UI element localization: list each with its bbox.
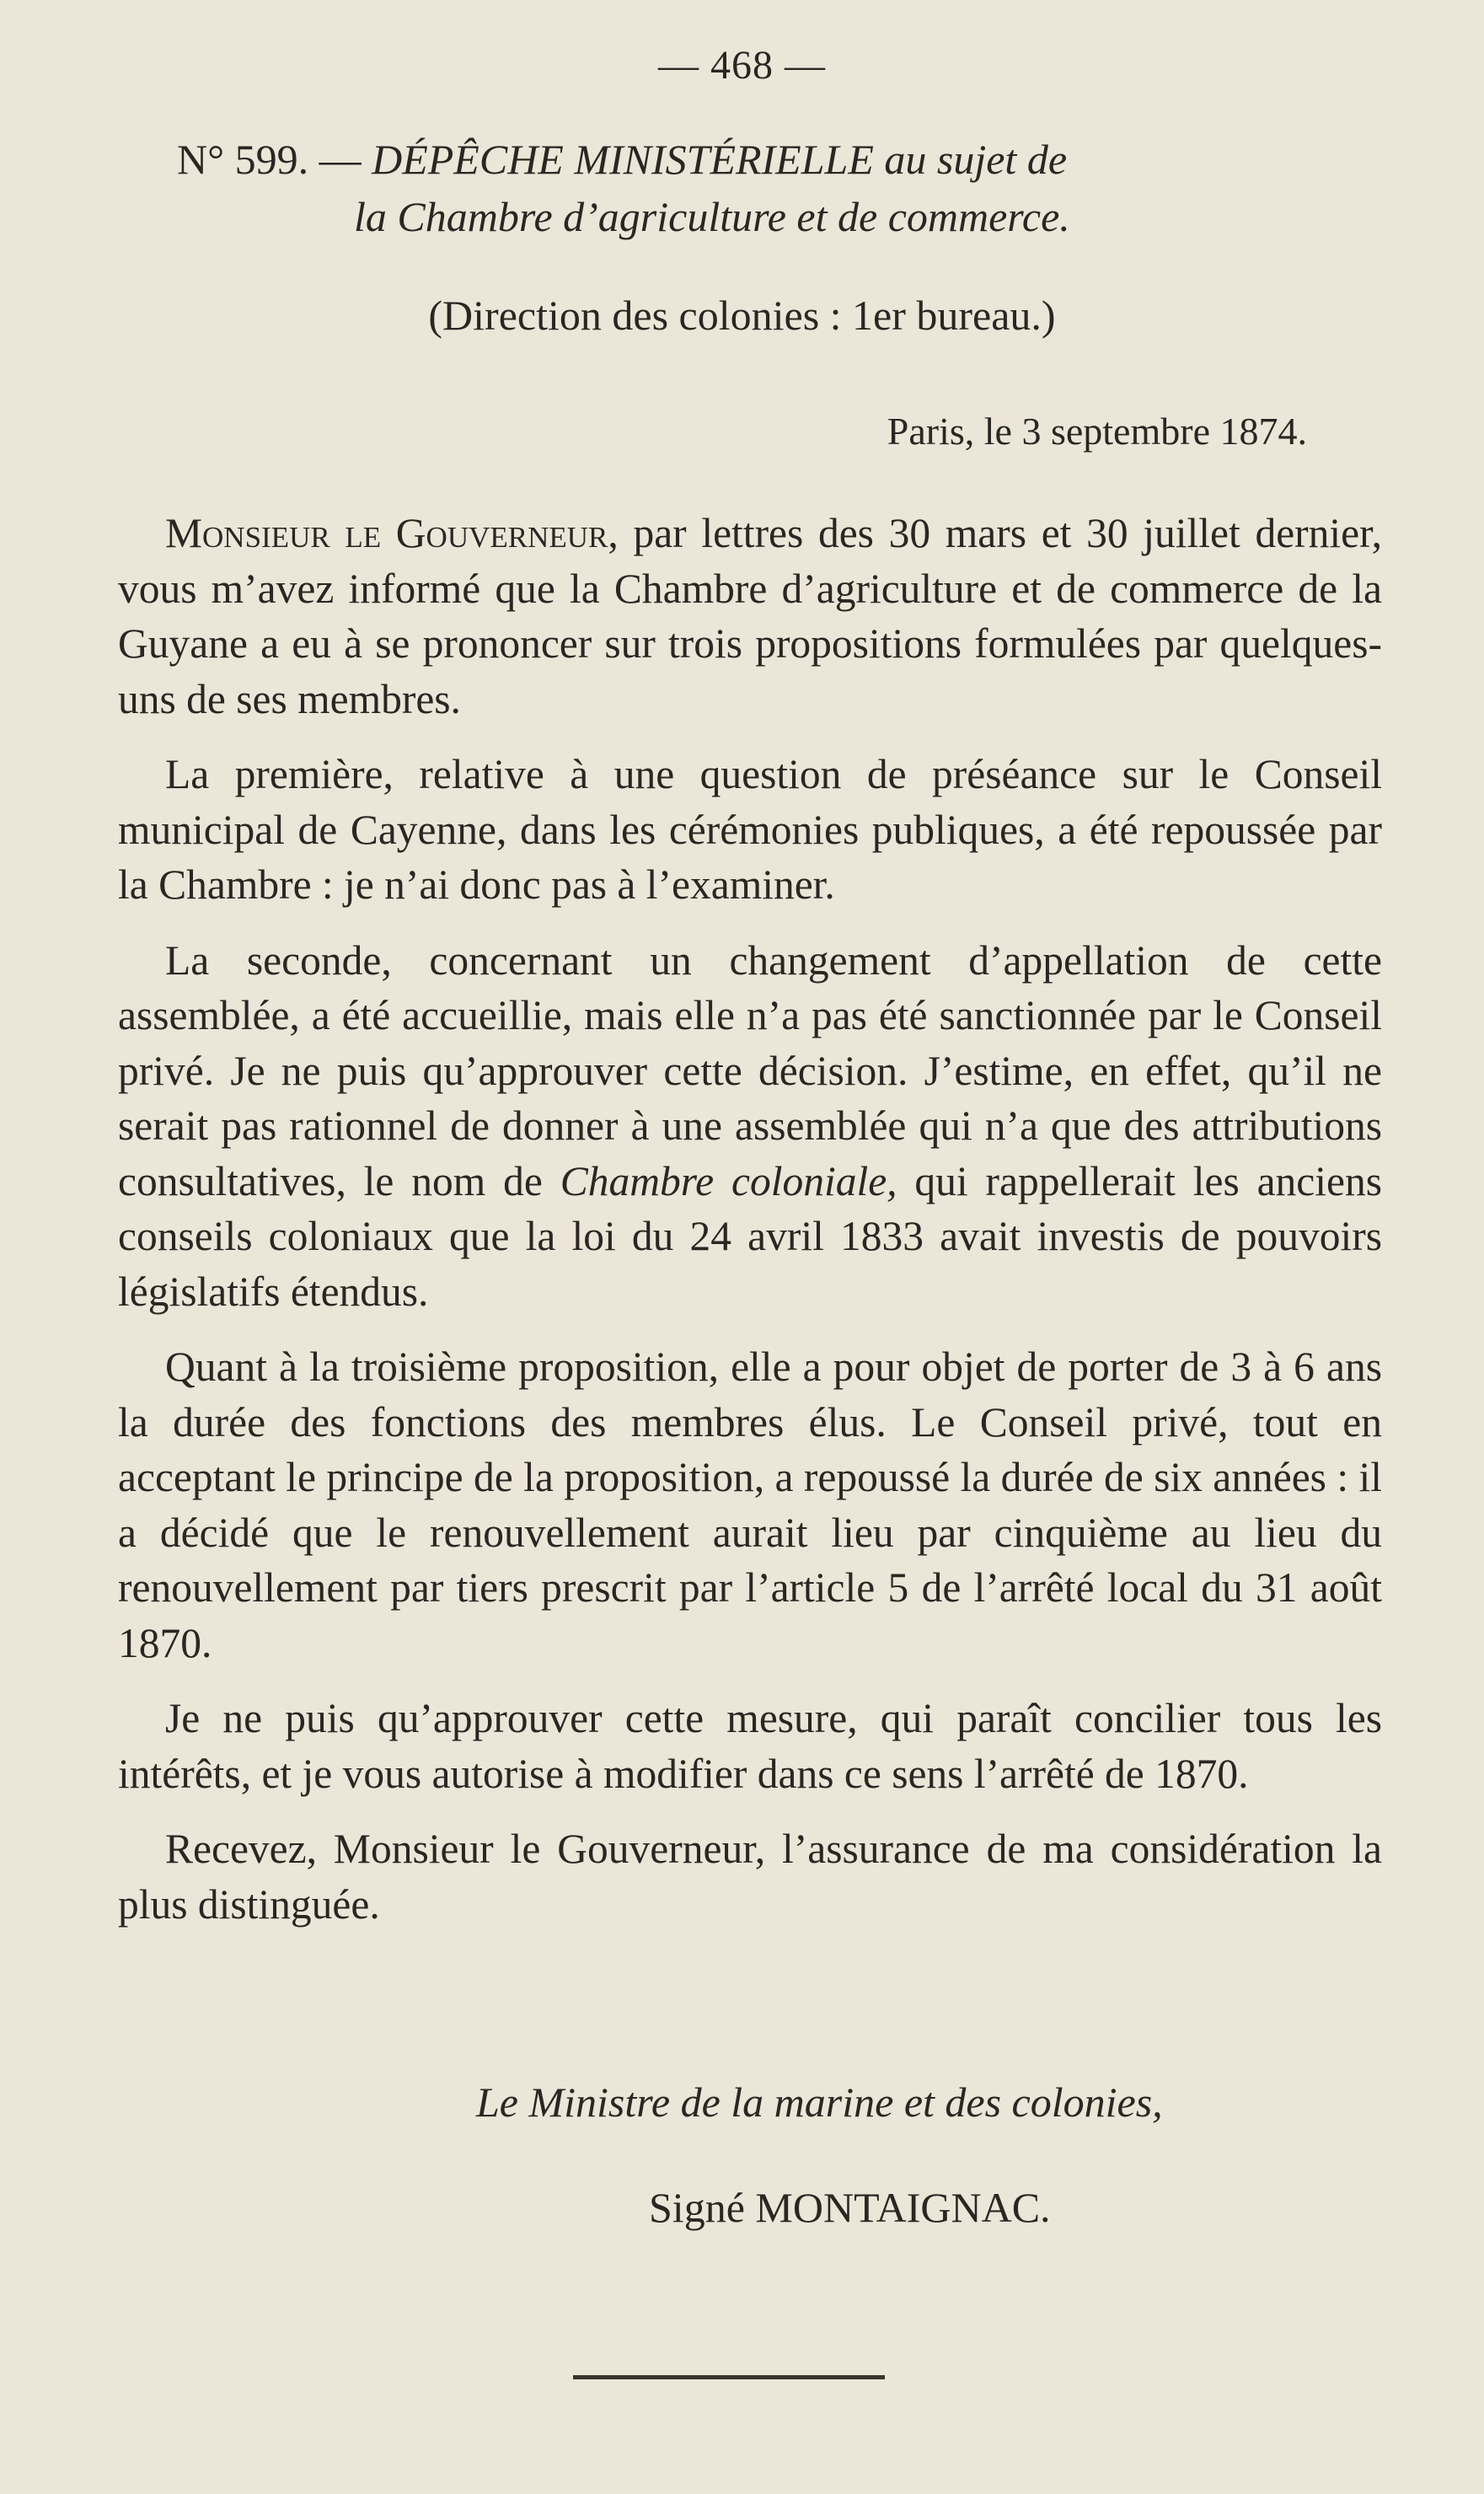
paragraph-5: Je ne puis qu’approuver cette mesure, qui paraît concilier tous les intérêts, et je vous autorise à modifier dans ce sens l’arrêté de 1870. bbox=[118, 1695, 1382, 1797]
closing-rule bbox=[573, 2375, 885, 2379]
paragraph-6: Recevez, Monsieur le Gouverneur, l’assurance de ma considération la plus distinguée. bbox=[118, 1826, 1382, 1928]
paragraph-2: La première, relative à une question de préséance sur le Conseil municipal de Cayenne, dans les cérémonies publiques, a été repoussée par la Chambre : je n’ai donc pas à l’examiner. bbox=[118, 751, 1382, 908]
paragraph-3-part1: La seconde, concernant un changement d’appellation de cette assemblée, a été accueillie, mais elle n’a pas été sanctionnée par le Conseil privé. Je ne puis qu’approuver cette décision. J’estime, en effet, qu’il ne serait pas rationnel de donner à une assemblée qui n’a que des attributions consultatives, le nom de bbox=[118, 936, 1382, 1204]
document-title-line2: la Chambre d’agriculture et de commerce. bbox=[354, 193, 1070, 240]
paragraph-1-text: par lettres des 30 mars et 30 juillet dernier, vous m’avez informé que la Chambre d’agriculture et de commerce de la Guyane a eu à se prononcer sur trois propositions formulées par quelques-uns de ses membres. bbox=[118, 510, 1383, 722]
document-heading bbox=[177, 131, 1357, 245]
paragraph-3 bbox=[118, 933, 1382, 1320]
paragraph-3-italic: Chambre coloniale, bbox=[560, 1157, 897, 1204]
direction-line: (Direction des colonies : 1er bureau.) bbox=[428, 292, 1056, 339]
signatory-title: Le Ministre de la marine et des colonies, bbox=[476, 2078, 1163, 2126]
letter-body bbox=[118, 506, 1382, 1952]
paragraph-3-part2: qui rappellerait les anciens conseils coloniaux que la loi du 24 avril 1833 avait investis de pouvoirs législatifs étendus. bbox=[118, 1157, 1383, 1315]
salutation: Monsieur le Gouverneur, bbox=[165, 510, 619, 556]
page-number: — 468 — bbox=[658, 43, 826, 88]
paragraph-1 bbox=[118, 506, 1382, 727]
document-title-line1: DÉPÊCHE MINISTÉRIELLE au sujet de bbox=[372, 136, 1068, 183]
signatory-name: Signé MONTAIGNAC. bbox=[649, 2184, 1051, 2231]
paragraph-4: Quant à la troisième proposition, elle a pour objet de porter de 3 à 6 ans la durée des fonctions des membres élus. Le Conseil privé, tout en acceptant le principe de la proposition, a repoussé la durée de six années : il a décidé que le renouvellement aurait lieu par cinquième au lieu du renouvellement par tiers prescrit par l’article 5 de l’arrêté local du 31 août 1870. bbox=[118, 1344, 1382, 1666]
document-number: N° 599. — bbox=[177, 136, 362, 183]
dateline: Paris, le 3 septembre 1874. bbox=[887, 410, 1307, 453]
